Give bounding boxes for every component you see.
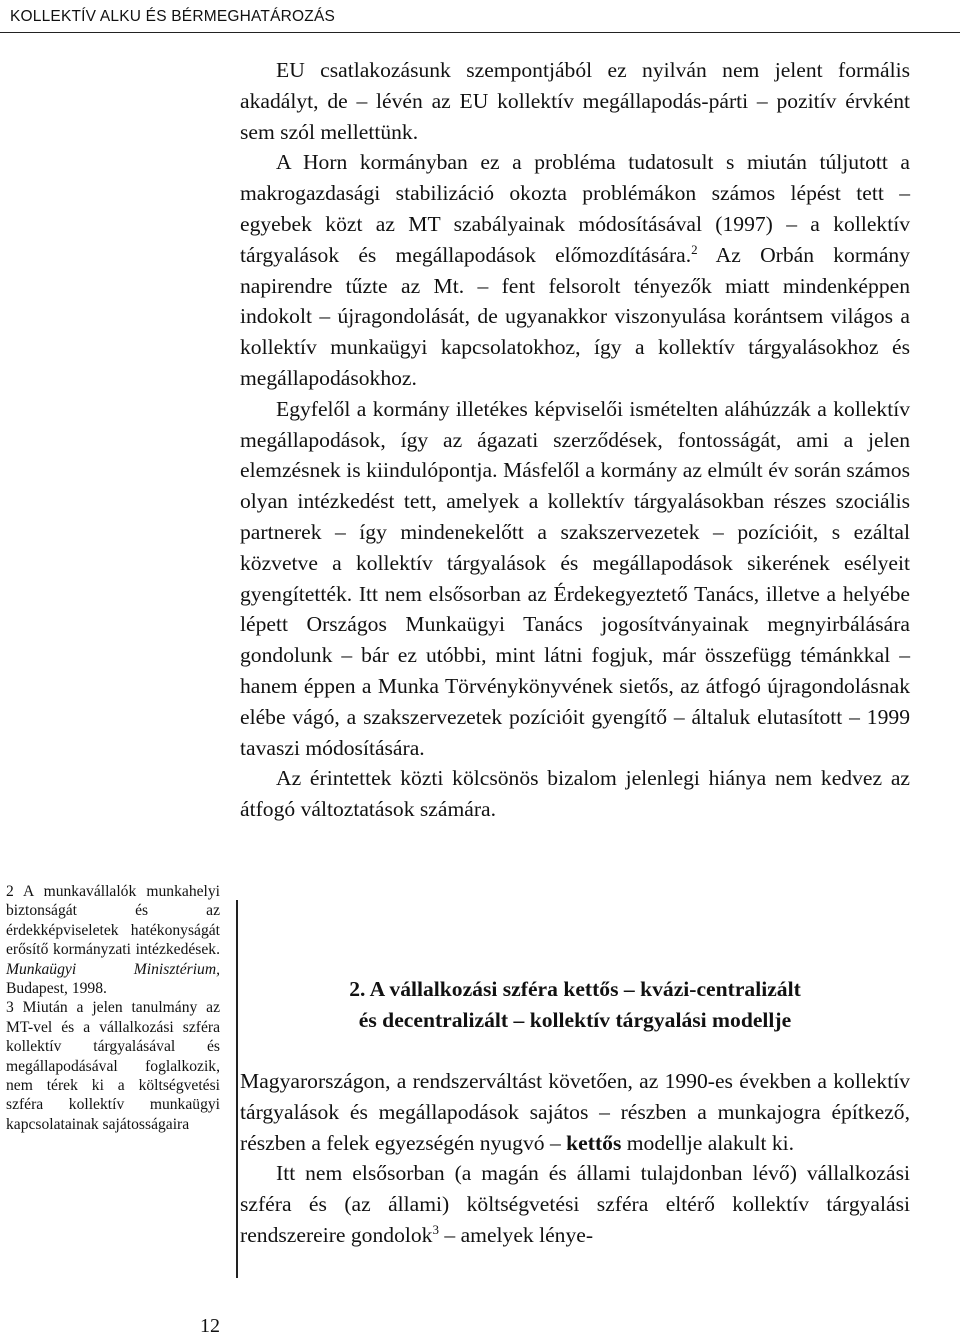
paragraph-5-text-b: modellje alakult ki.	[621, 1130, 795, 1155]
footnote-3: 3 Miután a jelen tanulmány az MT-vel és a vállalkozási szféra kollektív tárgyalásával és megállapodásával foglalkozik, nem térek ki a költségvetési szféra kollektív munkaügyi kapcsolatainak sajátosságaira	[6, 999, 220, 1133]
section-heading-line-2: és decentralizált – kollektív tárgyalási modellje	[358, 1007, 792, 1032]
paragraph-6-text-a: Itt nem elsősorban (a magán és állami tulajdonban lévő) vállalkozási szféra és (az állami) költségvetési szféra eltérő kollektív tárgyalási rendszereire gondolok	[240, 1161, 910, 1247]
header-rule	[0, 32, 960, 33]
paragraph-2-text-b: Az Orbán kormány napirendre tűzte az Mt. – fent felsorolt tényezők miatt mindenképpen indokolt – újragondolását, de ugyanakkor viszonyulása korántsem világos a kollektív munkaügyi kapcsolatokhoz, így a kollektív tárgyalásokhoz és megállapodásokhoz.	[240, 242, 910, 390]
body-text-top	[240, 55, 910, 825]
running-header: KOLLEKTÍV ALKU ÉS BÉRMEGHATÁROZÁS	[10, 8, 336, 25]
body-text-bottom	[240, 1066, 910, 1251]
paragraph-2-text-a: A Horn kormányban ez a probléma tudatosult s miután túljutott a makrogazdasági stabilizáció okozta problémákon számos lépést tett – egyebek közt az MT szabályainak módosításával (1997) – a kollektív tárgyalások és megállapodások előmozdítására.	[240, 150, 910, 267]
paragraph-2	[240, 147, 910, 393]
footnote-ref-3: 3	[432, 1221, 439, 1237]
paragraph-6	[240, 1158, 910, 1250]
section-heading-line-1: 2. A vállalkozási szféra kettős – kvázi-centralizált	[349, 977, 801, 1001]
paragraph-4: Az érintettek közti kölcsönös bizalom jelenlegi hiánya nem kedvez az átfogó változtatások számára.	[240, 766, 910, 822]
section-heading	[240, 974, 910, 1036]
footnote-2-text: 2 A munkavállalók munkahelyi biztonságát és az érdekképviseletek hatékonyságát erősítő kormányzati intézkedések.	[6, 883, 220, 959]
footnote-2-publisher: Munkaügyi Minisztérium,	[6, 960, 220, 978]
paragraph-5-bold: kettős	[566, 1130, 622, 1155]
margin-notes	[6, 882, 220, 1134]
paragraph-5	[240, 1066, 910, 1158]
paragraph-1: EU csatlakozásunk szempontjából ez nyilván nem jelent formális akadályt, de – lévén az EU kollektív megállapodás-párti – pozitív érvként sem szól mellettünk.	[240, 58, 910, 144]
footnote-2-place: Budapest, 1998.	[6, 980, 107, 998]
margin-rule	[236, 900, 238, 1278]
page-number: 12	[200, 1315, 220, 1337]
paragraph-6-text-b: – amelyek lénye-	[438, 1222, 594, 1247]
paragraph-5-text-a: Magyarországon, a rendszerváltást követően, az 1990-es években a kollektív tárgyalások és megállapodások sajátos – részben a munkajogra építkező, részben a felek egyezségén nyugvó –	[240, 1069, 910, 1155]
footnote-ref-2: 2	[691, 241, 698, 257]
paragraph-3: Egyfelől a kormány illetékes képviselői ismételten aláhúzzák a kollektív megállapodások, így az ágazati szerződések, fontosságát, ami a jelen elemzésnek is kiindulópontja. Másfelől a kormány az elmúlt év során számos olyan intézkedést tett, amelyek a kollektív tárgyalásokban részes szociális partnerek – így mindenekelőtt a szakszervezetek – pozícióit, s ezáltal közvetve a kollektív tárgyalások és megállapodások sikerének esélyeit gyengítették. Itt nem elsősorban az Érdekegyeztető Tanács, illetve a helyébe lépett Országos Munkaügyi Tanács jogosítványainak megnyirbálására gondolunk – bár ez utóbbi, mint látni fogjuk, már összefügg témánkkal – hanem éppen a Munka Törvénykönyvének sietős, az átfogó újragondolásnak elébe vágó, a szakszervezetek pozícióit gyengítő – általuk elutasított – 1999 tavaszi módosítására.	[240, 396, 910, 760]
footnote-2	[6, 882, 220, 998]
